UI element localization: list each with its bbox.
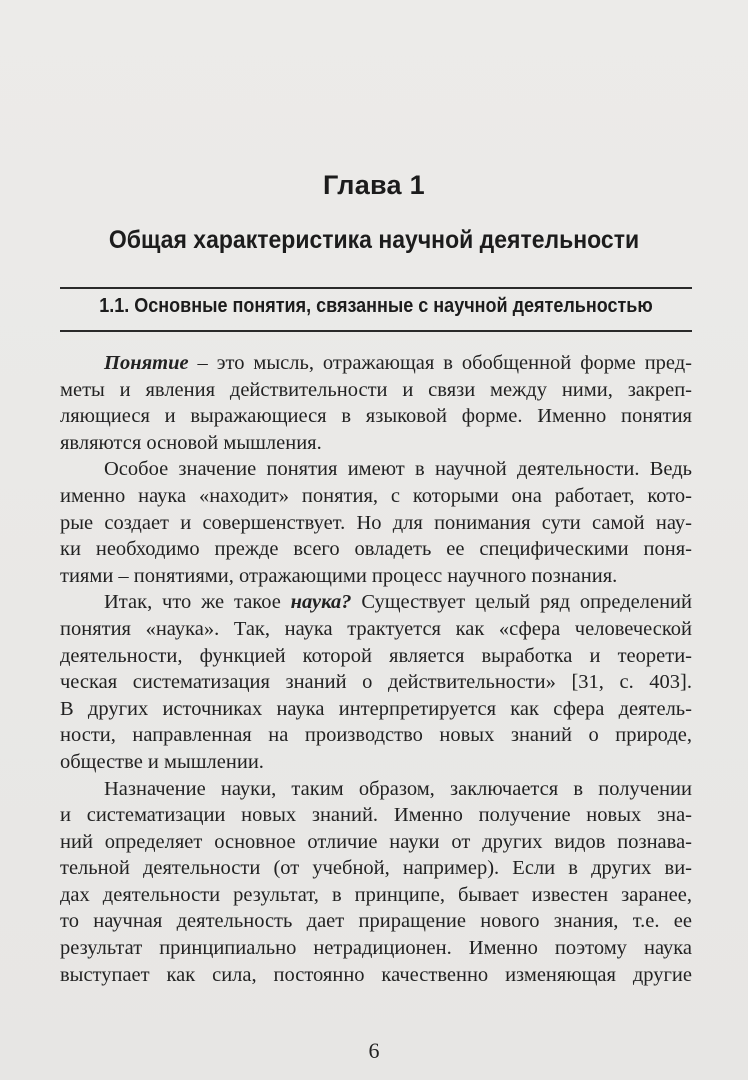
text-line: то научная деятельность дает приращение нового знания, т.е. ее (60, 910, 692, 933)
paragraph-4 (60, 776, 692, 989)
section-rule-bottom (60, 330, 692, 332)
text-line: ний определяет основное отличие науки от других видов познава- (60, 830, 692, 853)
section-rule-top (60, 287, 692, 289)
chapter-title: Общая характеристика научной деятельности (108, 226, 640, 254)
chapter-label: Глава 1 (322, 170, 425, 200)
text-line: именно наука «находит» понятия, с которыми она работает, кото- (60, 484, 692, 507)
text-line: меты и явления действительности и связи между ними, закреп- (60, 378, 692, 401)
term-ponyatie: Понятие (104, 352, 189, 374)
text-line: выступает как сила, постоянно качественно изменяющая другие (60, 963, 692, 986)
page-number: 6 (368, 1038, 380, 1063)
text-line: дах деятельности результат, в принципе, бывает известен заранее, (60, 883, 692, 906)
text-line: Понятие – это мысль, отражающая в обобщенной форме пред- (104, 352, 692, 374)
text-line: тиями – понятиями, отражающими процесс научного познания. (60, 564, 618, 587)
paragraph-3 (60, 589, 692, 775)
text-line: Итак, что же такое наука? Существует целый ряд определений (104, 591, 692, 614)
text-line: результат принципиально нетрадиционен. Именно поэтому наука (60, 937, 692, 960)
section-heading: 1.1. Основные понятия, связанные с научной деятельностью (99, 295, 653, 317)
text-line: ляющиеся и выражающиеся в языковой форме. Именно понятия (60, 405, 692, 428)
text-line: ческая систематизация знаний о действительности» [31, с. 403]. (60, 671, 692, 694)
text-line: рые создает и совершенствует. Но для понимания сути самой нау- (60, 511, 692, 534)
paragraph-1 (60, 350, 692, 456)
term-nauka: наука? (290, 591, 352, 614)
text-line: ности, направленная на производство новых знаний о природе, (60, 724, 692, 747)
text-line: тельной деятельности (от учебной, например). Если в других ви- (60, 857, 692, 880)
text-line: Особое значение понятия имеют в научной деятельности. Ведь (104, 458, 692, 481)
text-line: ки необходимо прежде всего овладеть ее специфическими поня- (60, 538, 692, 561)
text-line: понятия «наука». Так, наука трактуется как «сфера человеческой (60, 617, 692, 640)
text-line: Назначение науки, таким образом, заключается в получении (104, 777, 692, 800)
text-line: деятельности, функцией которой является выработка и теорети- (60, 644, 692, 667)
text-line: В других источниках наука интерпретируется как сфера деятель- (60, 697, 692, 720)
text-line: являются основой мышления. (60, 431, 322, 454)
text-line: и систематизации новых знаний. Именно получение новых зна- (60, 804, 692, 827)
body-text (60, 350, 692, 988)
paragraph-2 (60, 456, 692, 589)
text-line: обществе и мышлении. (60, 750, 264, 773)
